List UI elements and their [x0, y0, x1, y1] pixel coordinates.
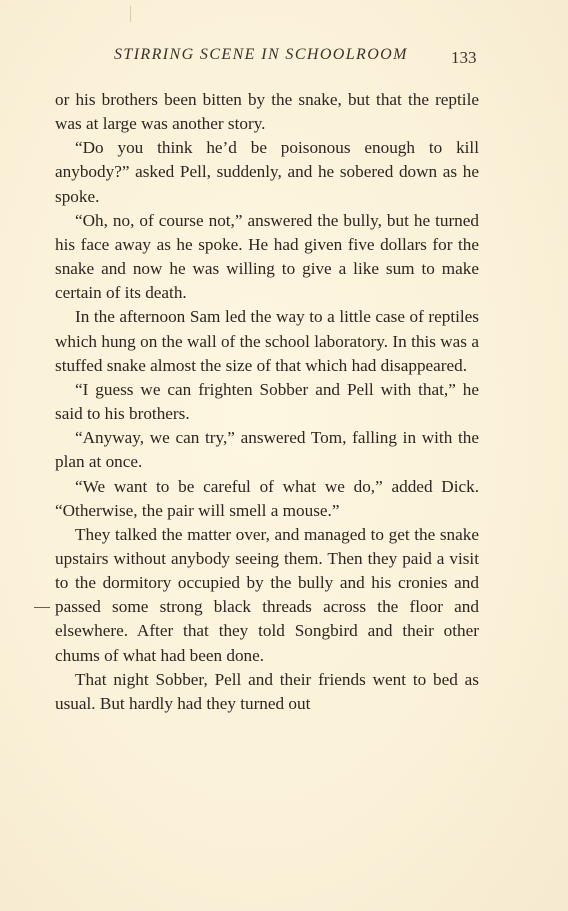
paragraph: “Oh, no, of course not,” answered the bully, but he turned his face away as he spoke. He had given five dollars for the snake and now he was willing to give a like sum to make certain of its death.: [55, 210, 479, 303]
page-header: [0, 44, 568, 74]
body-text: [55, 88, 479, 716]
margin-mark: [34, 607, 50, 608]
paragraph: “We want to be careful of what we do,” added Dick. “Otherwise, the pair will smell a mouse.”: [55, 476, 479, 520]
paragraph: “Do you think he’d be poisonous enough to kill anybody?” asked Pell, suddenly, and he sobered down as he spoke.: [55, 138, 479, 206]
running-head: STIRRING SCENE IN SCHOOLROOM: [114, 46, 408, 63]
paragraph: In the afternoon Sam led the way to a little case of reptiles which hung on the wall of the school laboratory. In this was a stuffed snake almost the size of that which had disappeared.: [55, 307, 479, 375]
paragraph: That night Sobber, Pell and their friends went to bed as usual. But hardly had they turned out: [55, 669, 479, 713]
paragraph: They talked the matter over, and managed to get the snake upstairs without anybody seeing them. Then they paid a visit to the dormitory occupied by the bully and his cronies and passed some strong black threads across the floor and elsewhere. After that they told Songbird and their other chums of what had been done.: [55, 524, 479, 665]
page-number: 133: [451, 48, 477, 67]
paper-speck: [130, 6, 131, 22]
paragraph: “I guess we can frighten Sobber and Pell with that,” he said to his brothers.: [55, 379, 479, 424]
paragraph-continuation: or his brothers been bitten by the snake, but that the reptile was at large was another story.: [55, 90, 479, 134]
paragraph: “Anyway, we can try,” answered Tom, falling in with the plan at once.: [55, 428, 479, 472]
